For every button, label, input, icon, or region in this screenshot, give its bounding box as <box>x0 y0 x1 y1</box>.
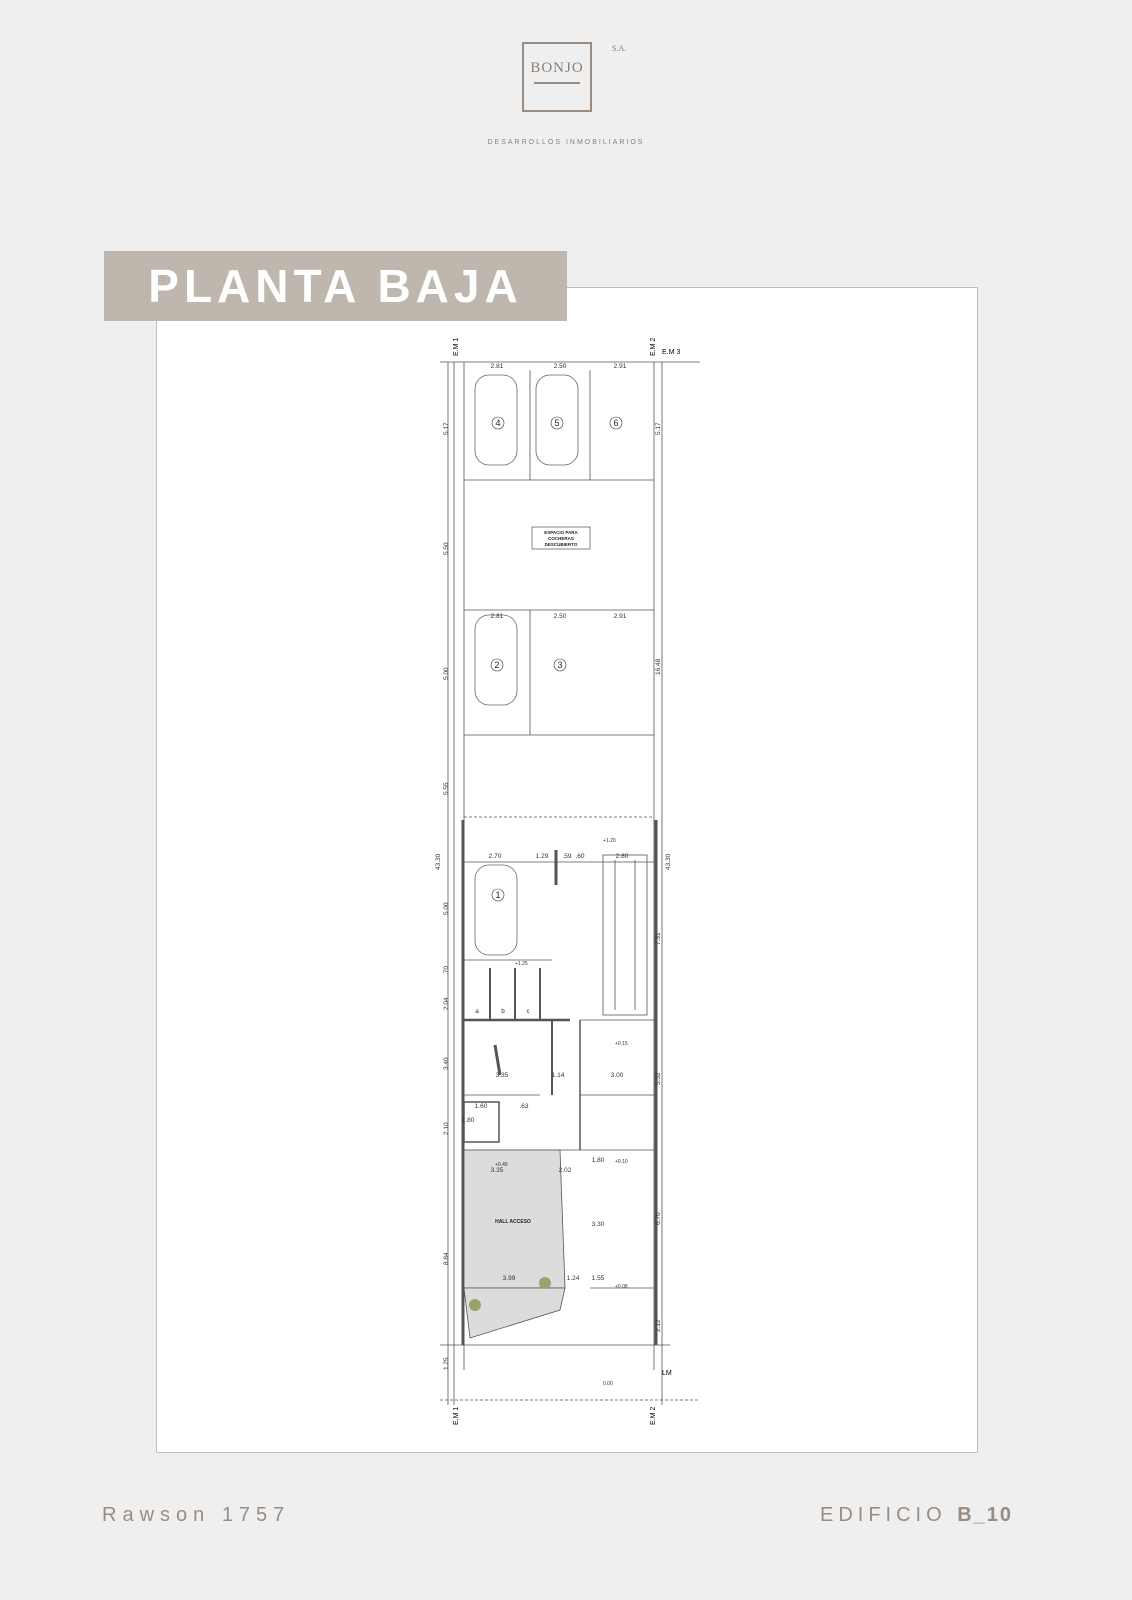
left-dim: 1.25 <box>443 1357 450 1370</box>
uncovered-area-label: ESPACIO PARA <box>544 530 578 535</box>
right-dim: 5.52 <box>655 1072 662 1085</box>
row-lower-width: 1.29 <box>535 853 549 860</box>
left-dim: 2.04 <box>443 997 450 1010</box>
floor-plan-drawing <box>435 337 700 1432</box>
floor-plan <box>435 337 700 1432</box>
logo-underline <box>534 82 580 84</box>
row-lower-width: .59 <box>562 853 572 860</box>
em1-bottom-label: E.M 1 <box>453 1406 460 1425</box>
em1-top-label: E.M 1 <box>453 337 460 356</box>
brand-header <box>0 0 1132 160</box>
footer-address: Rawson 1757 <box>102 1504 291 1526</box>
interior-dim: 3.35 <box>490 1167 504 1174</box>
interior-dim: 3.00 <box>610 1072 624 1079</box>
row-top-width: 2.50 <box>553 363 567 370</box>
level-marker: +0.45 <box>495 1162 508 1168</box>
row-mid-width: 2.81 <box>490 613 504 620</box>
page-title: PLANTA BAJA <box>148 260 523 312</box>
level-marker: +1.20 <box>603 838 616 844</box>
parking-number: 1 <box>495 890 501 900</box>
interior-dim: 2.02 <box>558 1167 572 1174</box>
storage-unit-label: a <box>475 1009 479 1015</box>
em2-top-label: E.M 2 <box>650 337 657 356</box>
em2-bottom-label: E.M 2 <box>650 1406 657 1425</box>
parking-number: 5 <box>554 418 560 428</box>
left-dim: 3.40 <box>443 1057 450 1070</box>
row-mid-width: 2.91 <box>613 613 627 620</box>
right-dim: 7.31 <box>655 932 662 945</box>
level-marker: +0.15 <box>615 1041 628 1047</box>
row-top-width: 2.81 <box>490 363 504 370</box>
left-dim: 5.00 <box>443 667 450 680</box>
right-dim: 6.70 <box>655 1212 662 1225</box>
interior-dim: 1.60 <box>474 1103 488 1110</box>
building-code: B_10 <box>957 1504 1014 1526</box>
left-dim: 43.30 <box>435 853 442 870</box>
interior-dim: .63 <box>519 1103 529 1110</box>
left-dim: 5.55 <box>443 782 450 795</box>
footer-building <box>820 1504 1035 1527</box>
left-dim: 5.00 <box>443 902 450 915</box>
left-dim: .70 <box>443 965 450 975</box>
right-dim: 43.30 <box>665 853 672 870</box>
storage-unit-label: b <box>501 1009 505 1015</box>
interior-dim: 1.80 <box>461 1117 475 1124</box>
left-dim: 5.17 <box>443 422 450 435</box>
row-lower-width: 2.70 <box>488 853 502 860</box>
level-marker: 0.00 <box>603 1381 613 1387</box>
level-marker: +1.25 <box>515 961 528 967</box>
brand-suffix: S.A. <box>612 44 627 53</box>
level-marker: +0.10 <box>615 1159 628 1165</box>
parking-number: 6 <box>613 418 619 428</box>
interior-dim: 1.80 <box>591 1157 605 1164</box>
logo-mark <box>522 42 592 112</box>
parking-number: 2 <box>494 660 500 670</box>
level-marker: +0.08 <box>615 1284 628 1290</box>
interior-dim: 3.99 <box>502 1275 516 1282</box>
interior-dim: 1.14 <box>551 1072 565 1079</box>
lm-label: LM <box>662 1370 672 1377</box>
row-top-width: 2.91 <box>613 363 627 370</box>
interior-dim: 1.55 <box>591 1275 605 1282</box>
left-dim: 5.50 <box>443 542 450 555</box>
hall-label: HALL ACCESO <box>495 1219 531 1225</box>
interior-dim: 3.35 <box>495 1072 509 1079</box>
interior-dim: 1.24 <box>566 1275 580 1282</box>
left-dim: 2.10 <box>443 1122 450 1135</box>
brand-tagline: DESARROLLOS INMOBILIARIOS <box>487 139 645 146</box>
parking-number: 3 <box>557 660 563 670</box>
uncovered-area-label: DESCUBIERTO <box>544 542 578 547</box>
em3-top-label: E.M 3 <box>662 349 681 356</box>
building-label: EDIFICIO <box>820 1504 947 1526</box>
left-dim: 8.84 <box>443 1252 450 1265</box>
title-banner <box>104 251 567 321</box>
right-dim: 16.48 <box>655 658 662 675</box>
interior-dim: 3.30 <box>591 1221 605 1228</box>
storage-unit-label: c <box>526 1009 530 1015</box>
parking-number: 4 <box>495 418 501 428</box>
uncovered-area-label: COCHERAS <box>548 536 574 541</box>
right-dim: 2.12 <box>655 1319 662 1332</box>
row-lower-width: .60 <box>575 853 585 860</box>
row-mid-width: 2.50 <box>553 613 567 620</box>
brand-name: BONJO <box>530 60 584 76</box>
row-lower-width: 2.80 <box>615 853 629 860</box>
right-dim: 5.17 <box>655 422 662 435</box>
